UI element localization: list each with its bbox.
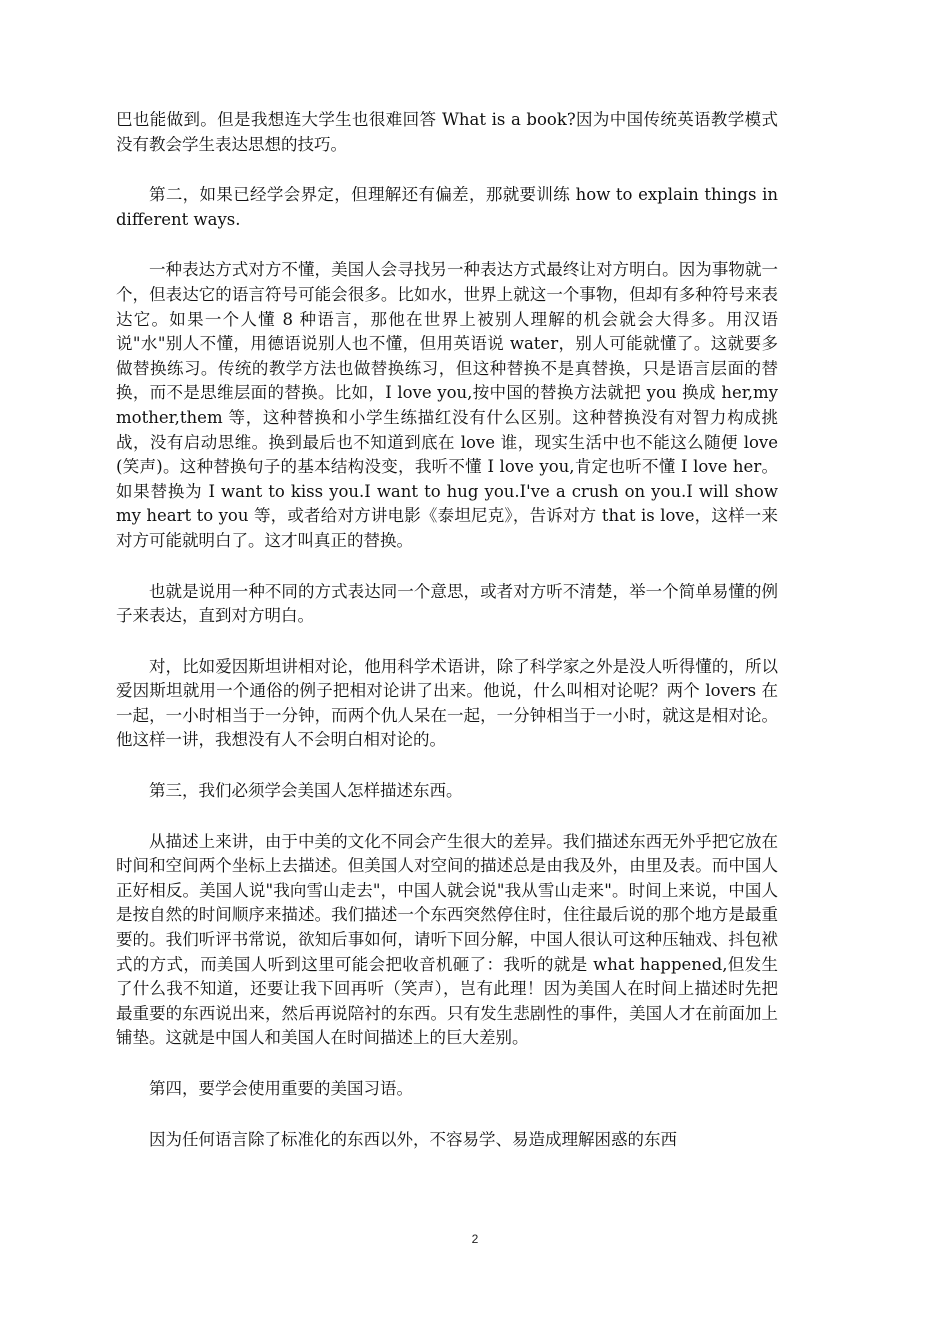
paragraph-substitution: 一种表达方式对方不懂，美国人会寻找另一种表达方式最终让对方明白。因为事物就一个，但表达它的语言符号可能会很多。比如水，世界上就这一个事物，但却有多种符号来表达它。如果一个人懂 8 种语言，那他在世界上被别人理解的机会就会大得多。用汉语说"水"别人不懂，用德语说别人也不懂，但用英语说 water，别人可能就懂了。这就要多做替换练习。传统的教学方法也做替换练习，但这种替换不是真替换，只是语言层面的替换，而不是思维层面的替换。比如，I love you,按中国的替换方法就把 you 换成 her,my mother,them 等，这种替换和小学生练描红没有什么区别。这种替换没有对智力构成挑战，没有启动思维。换到最后也不知道到底在 love 谁，现实生活中也不能这么随便 love(笑声)。这种替换句子的基本结构没变，我听不懂 I love you,肯定也听不懂 I love her。如果替换为 I want to kiss you.I want to hug you.I've a crush on you.I will show my heart to you 等，或者给对方讲电影《泰坦尼克》，告诉对方 that is love，这样一来对方可能就明白了。这才叫真正的替换。: [116, 260, 778, 550]
paragraph-point-four: 第四，要学会使用重要的美国习语。: [149, 1079, 413, 1098]
paragraph-idioms: 因为任何语言除了标准化的东西以外，不容易学、易造成理解困惑的东西: [149, 1129, 677, 1149]
paragraph-description: 从描述上来讲，由于中美的文化不同会产生很大的差异。我们描述东西无外乎把它放在时间和空间两个坐标上去描述。但美国人对空间的描述总是由我及外，由里及表。而中国人正好相反。美国人说"我向雪山走去"，中国人就会说"我从雪山走来"。时间上来说，中国人是按自然的时间顺序来描述。我们描述一个东西突然停住时，住往最后说的那个地方是最重要的。我们听评书常说，欲知后事如何，请听下回分解，中国人很认可这种压轴戏、抖包袱式的方式，而美国人听到这里可能会把收音机砸了：我听的就是 what happened,但发生了什么我不知道，还要让我下回再听（笑声），岂有此理！因为美国人在时间上描述时先把最重要的东西说出来，然后再说陪衬的东西。只有发生悲剧性的事件，美国人才在前面加上铺垫。这就是中国人和美国人在时间描述上的巨大差别。: [116, 831, 778, 1048]
page-number: 2: [471, 1232, 479, 1246]
document-page: [116, 108, 778, 1178]
paragraph-rephrase: 也就是说用一种不同的方式表达同一个意思，或者对方听不清楚，举一个简单易懂的例子来表达，直到对方明白。: [116, 581, 778, 626]
paragraph-continuation: 巴也能做到。但是我想连大学生也很难回答 What is a book?因为中国传统英语教学模式没有教会学生表达思想的技巧。: [116, 110, 778, 154]
paragraph-point-two: 第二，如果已经学会界定，但理解还有偏差，那就要训练 how to explain things in different ways.: [116, 185, 778, 229]
paragraph-point-three: 第三，我们必须学会美国人怎样描述东西。: [149, 781, 463, 801]
paragraph-einstein: 对，比如爱因斯坦讲相对论，他用科学术语讲，除了科学家之外是没人听得懂的，所以爱因斯坦就用一个通俗的例子把相对论讲了出来。他说，什么叫相对论呢？两个 lovers 在一起，一小时相当于一分钟，而两个仇人呆在一起，一分钟相当于一小时，就这是相对论。他这样一讲，我想没有人不会明白相对论的。: [116, 656, 778, 750]
